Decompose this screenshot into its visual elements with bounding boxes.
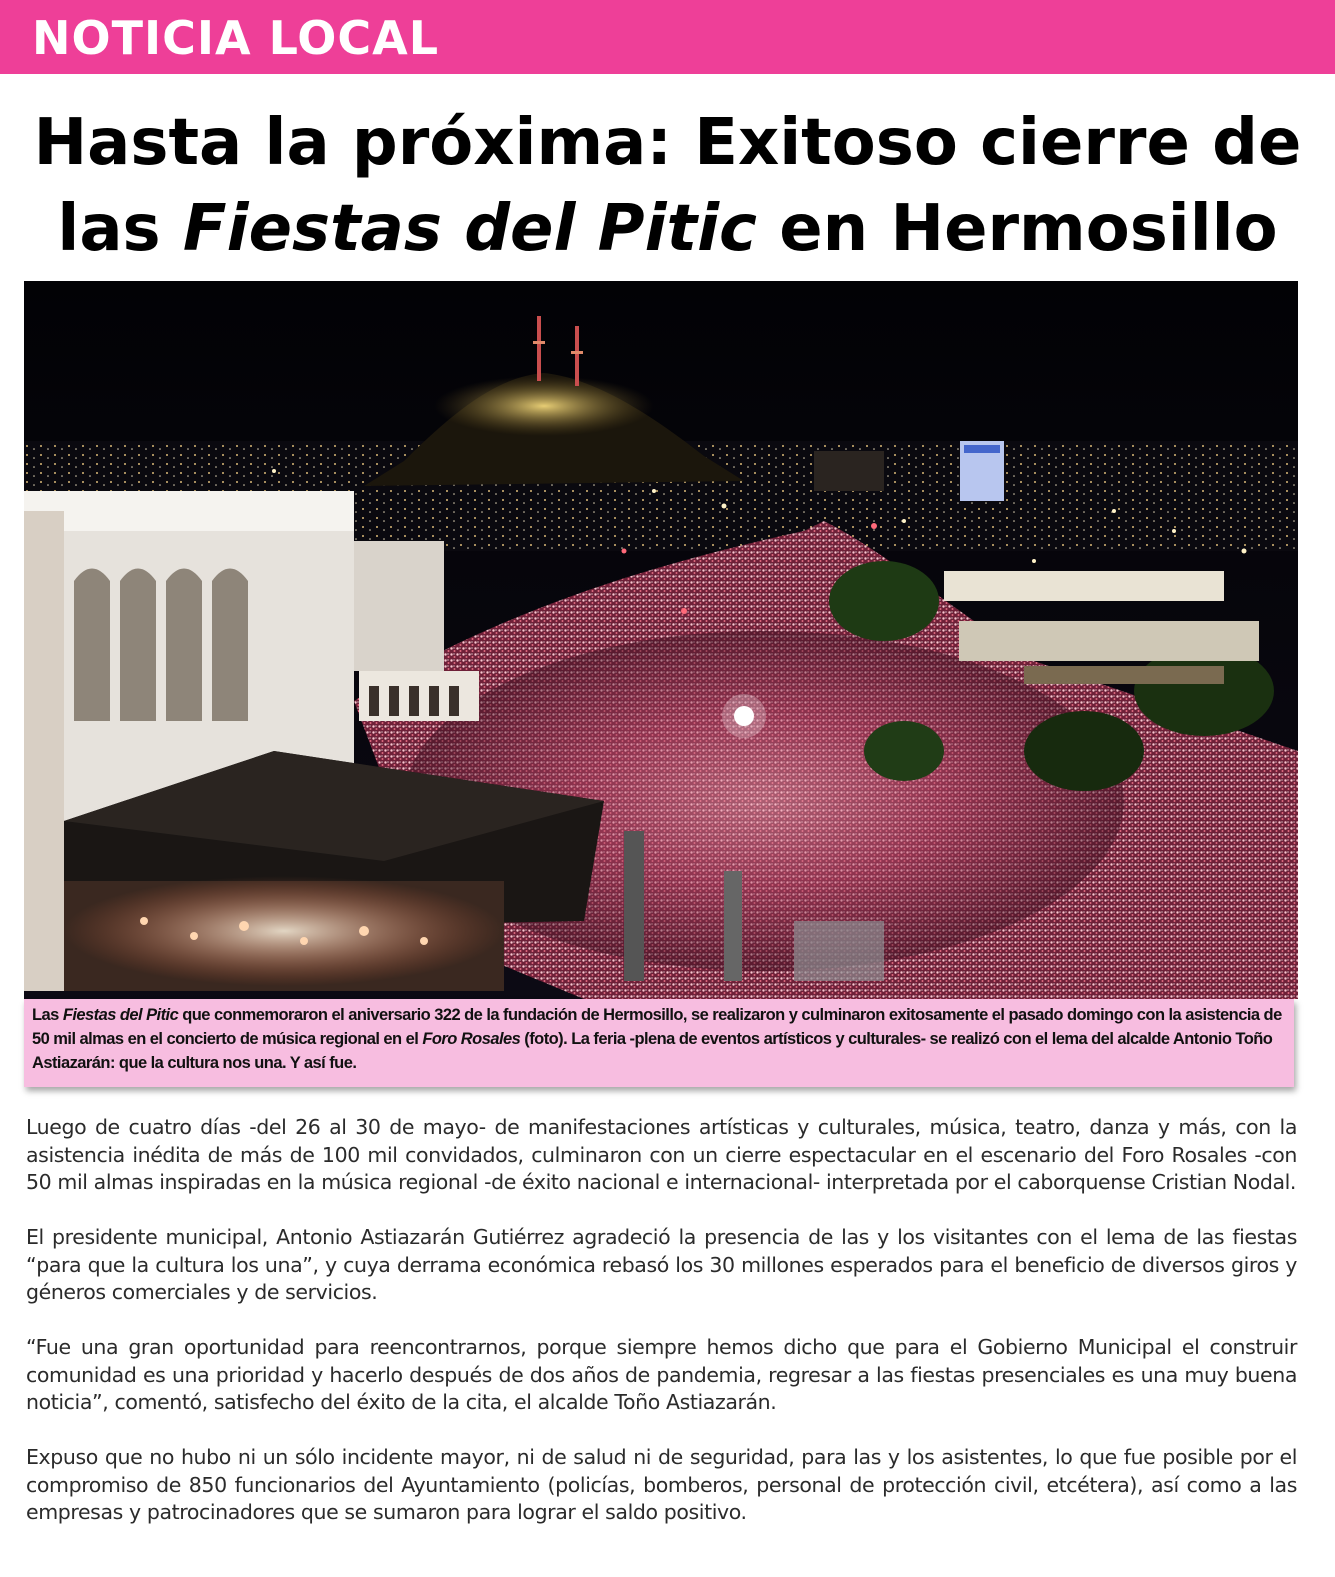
caption-part3: (foto). La feria -plena de eventos artísticos y culturales- se realizó con el lema del alcalde Antonio Toño Astiazarán: que la cultura nos una. Y así fue. xyxy=(32,1030,1273,1072)
caption-part2: que conmemoraron el aniversario 322 de la fundación de Hermosillo, se realizaron y culminaron exitosamente el pasado domingo con la asistencia de 50 mil almas en el concierto de música regional en el xyxy=(32,1006,1282,1048)
article-photo xyxy=(24,281,1298,999)
article-paragraph: El presidente municipal, Antonio Astiazarán Gutiérrez agradeció la presencia de las y los visitantes con el lema de las fiestas “para que la cultura los una”, y cuya derrama económica rebasó los 30 millones esperados para el beneficio de diversos giros y géneros comerciales y de servicios. xyxy=(26,1225,1297,1304)
article-paragraph: Luego de cuatro días -del 26 al 30 de mayo- de manifestaciones artísticas y culturales, música, teatro, danza y más, con la asistencia inédita de más de 100 mil convidados, culminaron con un cierre espectacular en el escenario del Foro Rosales -con 50 mil almas inspiradas en la música regional -de éxito nacional e internacional- interpretada por el caborquense Cristian Nodal. xyxy=(26,1115,1297,1194)
headline-line2-italic: Fiestas del Pitic xyxy=(182,192,757,266)
caption-part1: Las xyxy=(32,1006,63,1024)
caption-italic2: Foro Rosales xyxy=(422,1030,521,1048)
photo-caption xyxy=(24,999,1294,1087)
headline-line2-pre: las xyxy=(57,192,183,266)
headline-line1: Hasta la próxima: Exitoso cierre de xyxy=(33,106,1302,180)
article-paragraph: Expuso que no hubo ni un sólo incidente mayor, ni de salud ni de seguridad, para las y los asistentes, lo que fue posible por el compromiso de 850 funcionarios del Ayuntamiento (policías, bomberos, personal de protección civil, etcétera), así como a las empresas y patrocinadores que se sumaron para lograr el saldo positivo. xyxy=(26,1445,1297,1524)
article-body xyxy=(26,1114,1297,1554)
article-paragraph: “Fue una gran oportunidad para reencontrarnos, porque siempre hemos dicho que para el Gobierno Municipal el construir comunidad es una prioridad y hacerlo después de dos años de pandemia, regresar a las fiestas presenciales es una muy buena noticia”, comentó, satisfecho del éxito de la cita, el alcalde Toño Astiazarán. xyxy=(26,1335,1297,1414)
headline-line2-post: en Hermosillo xyxy=(756,192,1278,266)
section-header-bar xyxy=(0,0,1335,74)
headline xyxy=(20,100,1315,272)
caption-italic1: Fiestas del Pitic xyxy=(62,1006,179,1024)
section-label: NOTICIA LOCAL xyxy=(32,11,440,65)
